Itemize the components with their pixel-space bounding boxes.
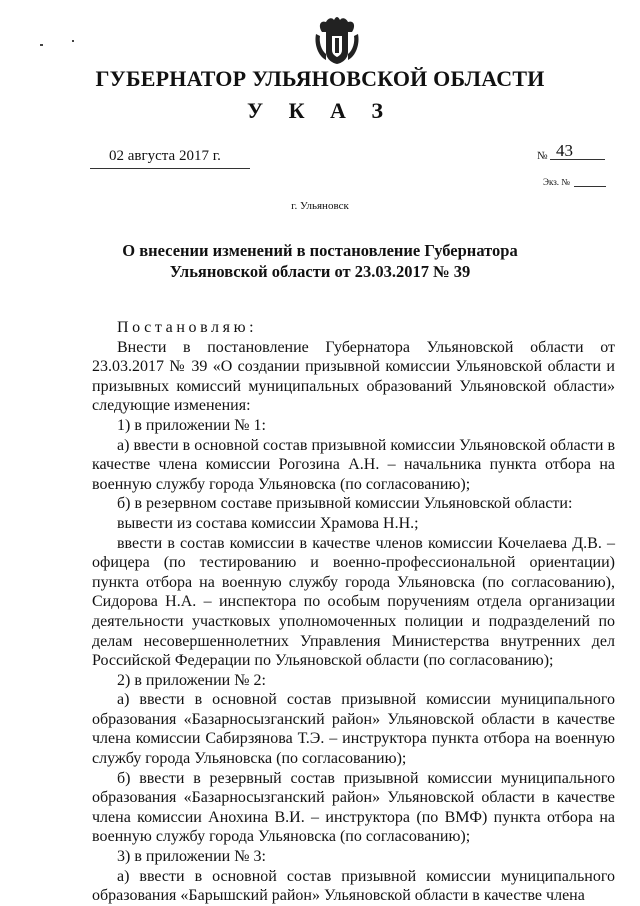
issuing-authority: ГУБЕРНАТОР УЛЬЯНОВСКОЙ ОБЛАСТИ — [95, 66, 545, 91]
paragraph: а) ввести в основной состав призывной комиссии Ульяновской области в качестве члена комиссии Рогозина А.Н. – начальника пункта отбора на военную службу города Ульяновска (по согласованию); — [92, 436, 615, 493]
document-number: 43 — [556, 141, 573, 160]
scan-speck — [40, 44, 43, 46]
paragraph: а) ввести в основной состав призывной комиссии муниципального образования «Барышский район» Ульяновской области в качестве члена — [92, 867, 615, 905]
paragraph: вывести из состава комиссии Храмова Н.Н.; — [117, 514, 419, 532]
paragraph: 1) в приложении № 1: — [117, 416, 266, 434]
paragraph: б) ввести в резервный состав призывной комиссии муниципального образования «Базарносызганский район» Ульяновской области в качестве члена комиссии Анохина В.И. – инструктора (по ВМФ) пункта отбора на военную службу города Ульяновска (по согласованию); — [92, 769, 615, 846]
decree-word: Постановляю: — [117, 319, 258, 336]
paragraph: б) в резервном составе призывной комиссии Ульяновской области: — [117, 495, 573, 513]
paragraph: 3) в приложении № 3: — [117, 848, 266, 866]
document-body — [92, 318, 615, 906]
coat-of-arms-emblem — [314, 14, 360, 66]
heading-line: О внесении изменений в постановление Губернатора — [122, 241, 518, 260]
date-underline — [90, 168, 250, 169]
document-date: 02 августа 2017 г. — [109, 148, 221, 164]
paragraph: 2) в приложении № 2: — [117, 671, 266, 689]
number-label: № — [537, 150, 548, 162]
paragraph: ввести в состав комиссии в качестве членов комиссии Кочелаева Д.В. – офицера (по тестированию и военно-профессиональной ориентации) пункта отбора на военную службу города Ульяновска (по согласованию), Сидорова Н.А. – инспектора по особым поручениям отдела организации деятельности участковых уполномоченных полиции и подразделений по делам несовершеннолетних Управления Министерства внутренних дел Российской Федерации по Ульяновской области (по согласованию); — [92, 534, 615, 670]
scan-speck — [72, 40, 74, 42]
paragraph: а) ввести в основной состав призывной комиссии муниципального образования «Базарносызганский район» Ульяновской области в качестве члена комиссии Сабирзянова Т.Э. – инструктора пункта отбора на военную службу города Ульяновска (по согласованию); — [92, 691, 615, 768]
paragraph: Внести в постановление Губернатора Ульяновской области от 23.03.2017 № 39 «О создании призывной комиссии Ульяновской области и призывных комиссий муниципальных образований Ульяновской области» следующие изменения: — [92, 338, 615, 415]
heading-line: Ульяновской области от 23.03.2017 № 39 — [169, 262, 471, 281]
document-type: У К А З — [246, 98, 394, 123]
copy-number-label: Экз. № — [543, 177, 570, 187]
document-heading — [80, 240, 560, 282]
copy-number-underline — [574, 186, 606, 187]
city: г. Ульяновск — [291, 200, 349, 212]
number-underline — [550, 159, 605, 160]
